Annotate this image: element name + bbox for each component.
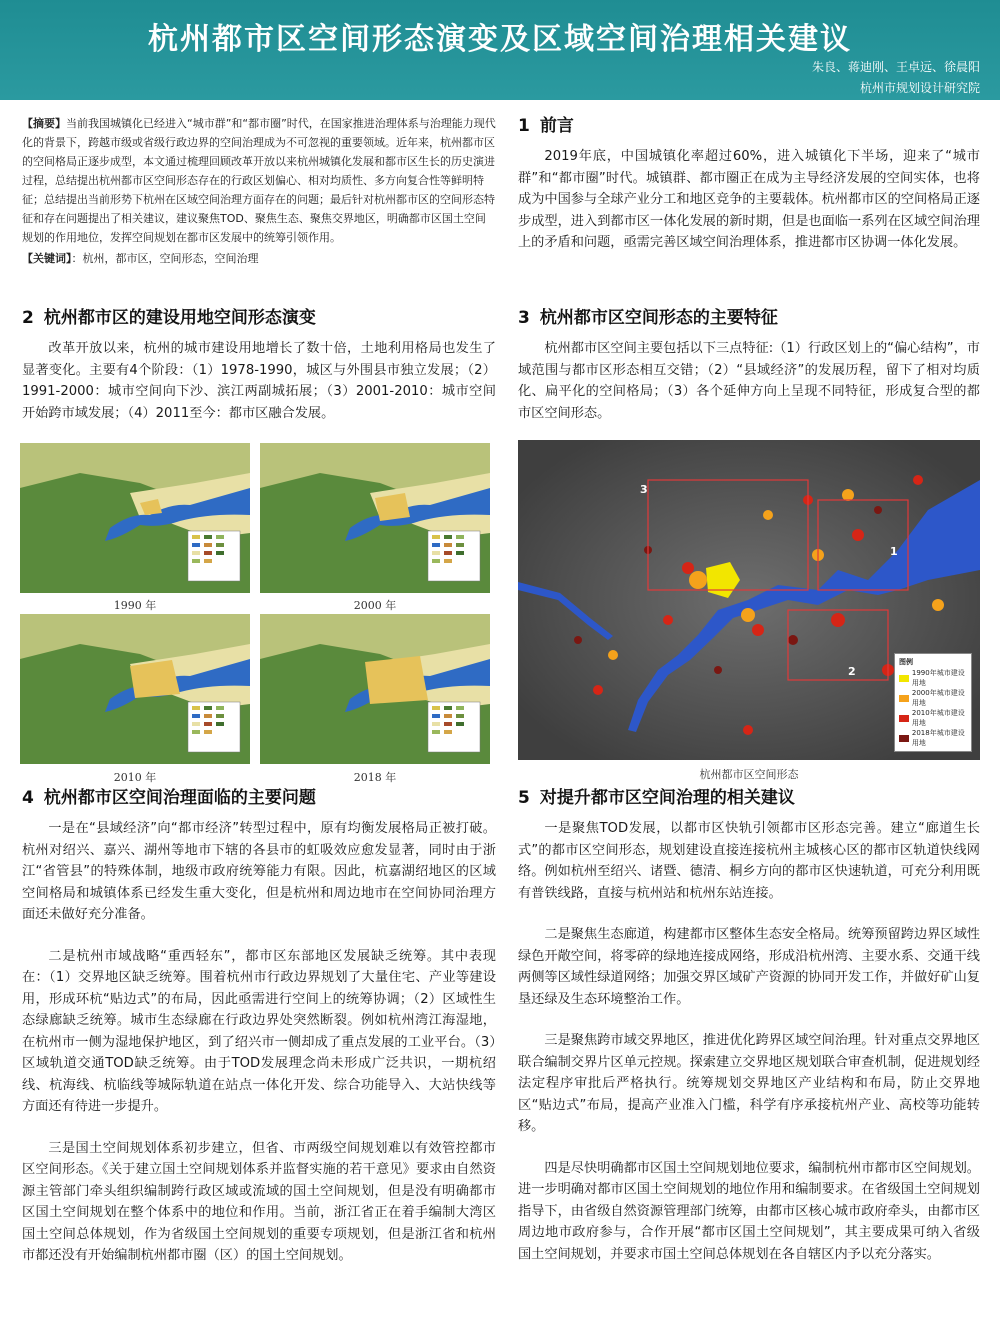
section-5-paragraph-4: 四是尽快明确都市区国土空间规划地位要求，编制杭州市都市区空间规划。进一步明确对都市区国土空间规划的地位作用和编制要求。在省级国土空间规划指导下，由省级自然资源管理部门统筹，由都市区核心城市政府牵头，由都市区周边地市政府参与，合作开展“都市区国土空间规划”，其主要成果可纳入省级国土空间规划，并要求市国土空间总体规划在各自辖区内予以充分落实。 (518, 1160, 980, 1262)
section-2-paragraph: 改革开放以来，杭州的城市建设用地增长了数十倍，土地利用格局也发生了显著变化。主要有4个阶段：（1）1978-1990，城区与外围县市独立发展；（2）1991-2000：城市空间向下沙、滨江两副城拓展；（3）2001-2010：城市空间开始跨市域发展；（4）2011至今：都市区融合发展。 (22, 341, 496, 421)
section-4-paragraph-3: 三是国土空间规划体系初步建立，但省、市两级空间规划难以有效管控都市区空间形态。《关于建立国土空间规划体系并监督实施的若干意见》要求由自然资源主管部门牵头组织编制跨行政区域或流域的国土空间规划，但是没有明确都市区国土空间规划在整个体系中的地位和作用。当前，浙江省正在着手编制大湾区国土空间总体规划，作为省级国土空间规划的重要专项规划，但是浙江省和杭州市都还没有开始编制杭州都市圈（区）的国土空间规划。 (22, 1140, 496, 1263)
map-caption-2018: 2018 年 (353, 771, 397, 784)
section-5-title: 5 对提升都市区空间治理的相关建议 (518, 788, 795, 808)
section-1-paragraph: 2019年底，中国城镇化率超过60%，进入城镇化下半场，迎来了“城市群”和“都市圈”时代。城镇群、都市圈正在成为主导经济发展的空间实体，也将成为中国参与全球产业分工和地区竞争的主要载体。杭州都市区的空间格局正逐步成型，进入到都市区一体化发展的新时期，但是也面临一系列在区域空间治理上的矛盾和问题，亟需完善区域空间治理体系，推进都市区协调一体化发展。 (518, 149, 980, 250)
legend-swatch-2018 (899, 735, 909, 742)
legend-title: 图例 (899, 658, 913, 666)
abstract-text: 当前我国城镇化已经进入“城市群”和“都市圈”时代，在国家推进治理体系与治理能力现代化的背景下，跨越市级或省级行政边界的空间治理成为不可忽视的重要领域。近年来，杭州都市区的空间格局正逐步成型，本文通过梳理回顾改革开放以来杭州城镇化发展和都市区生长的历史演进过程，总结提出杭州都市区空间形态存在的行政区划偏心、相对均质性、多方向复合性等鲜明特征；总结提出当前形势下杭州在区域空间治理方面存在的问题；最后针对杭州都市区的空间形态特征和存在问题提出了相关建议，建议聚焦TOD、聚焦生态、聚焦交界地区，明确都市区国土空间规划的作用地位，发挥空间规划在都市区发展中的统筹引领作用。 (22, 117, 496, 244)
map-caption-1990: 1990 年 (113, 599, 157, 612)
section-3-title: 3 杭州都市区空间形态的主要特征 (518, 308, 778, 328)
section-3 (518, 306, 980, 424)
map-legend (894, 653, 972, 752)
organization: 杭州市规划设计研究院 (859, 81, 980, 95)
map-2000 (260, 443, 490, 593)
authors: 朱良、蒋迪刚、王卓远、徐晨阳 (811, 60, 980, 74)
section-1-title: 1 前言 (518, 116, 574, 136)
metro-map-caption: 杭州都市区空间形态 (699, 768, 799, 781)
section-5-paragraph-1: 一是聚焦TOD发展，以都市区快轨引领都市区形态完善。建立“廊道生长式”的都市区空间形态，规划建设直接连接杭州主城核心区的都市区轨道快线网络。例如杭州至绍兴、诸暨、德清、桐乡方向的都市区快速轨道，可充分利用既有普铁线路，直接与杭州站和杭州东站连接。 (518, 821, 980, 901)
map-2010 (20, 614, 250, 764)
map-region-label: 1 (890, 545, 898, 558)
map-region-label: 3 (640, 483, 648, 496)
keywords-label: 【关键词】 (22, 252, 72, 265)
abstract-label: 【摘要】 (22, 117, 66, 130)
legend-swatch-1990 (899, 675, 909, 682)
legend-item: 2000年城市建设用地 (899, 688, 967, 708)
legend-swatch-2000 (899, 695, 909, 702)
map-caption-2000: 2000 年 (353, 599, 397, 612)
section-4-paragraph-2: 二是杭州市域战略“重西轻东”，都市区东部地区发展缺乏统筹。其中表现在：（1）交界地区缺乏统筹。围着杭州市行政边界规划了大量住宅、产业等建设用，形成环杭“贴边式”的布局，因此亟需进行空间上的统筹协调；（2）区域性生态绿廊缺乏统筹。城市生态绿廊在行政边界处突然断裂。例如杭州湾江海湿地，在杭州市一侧为湿地保护地区，到了绍兴市一侧却成了重点发展的工业平台。（3）区域轨道交通TOD缺乏统筹。由于TOD发展理念尚未形成广泛共识，一期杭绍线、杭海线、杭临线等城际轨道在站点一体化开发、综合功能导入、大站快线等方面还有待进一步提升。 (22, 948, 496, 1114)
section-5-paragraph-3: 三是聚焦跨市域交界地区，推进优化跨界区域空间治理。针对重点交界地区联合编制交界片区单元控规。探索建立交界地区规划联合审查机制，促进规划经法定程序审批后严格执行。统筹规划交界地区产业结构和布局，防止交界地区“贴边式”布局，提高产业准入门槛，科学有序承接杭州产业、高校等功能转移。 (518, 1033, 980, 1134)
section-3-paragraph: 杭州都市区空间主要包括以下三点特征:（1）行政区划上的“偏心结构”，市域范围与都市区形态相互交错；（2）“县域经济”的发展历程，留下了相对均质化、扁平化的空间格局；（3）各个延伸方向上呈现不同特征，形成复合型的都市区空间形态。 (518, 341, 980, 421)
abstract (22, 114, 496, 268)
map-region-label: 2 (848, 665, 856, 678)
section-4 (22, 786, 496, 1267)
map-caption-2010: 2010 年 (113, 771, 157, 784)
legend-item: 2018年城市建设用地 (899, 728, 967, 748)
section-5 (518, 786, 980, 1265)
legend-swatch-2010 (899, 715, 909, 722)
keywords (22, 249, 496, 268)
page-title: 杭州都市区空间形态演变及区域空间治理相关建议 (148, 22, 852, 57)
section-4-paragraph-1: 一是在“县域经济”向“都市经济”转型过程中，原有均衡发展格局正被打破。杭州对绍兴、嘉兴、湖州等地市下辖的各县市的虹吸效应愈发显著，同时由于浙江“省管县”的特殊体制，地级市政府统筹能力有限。因此，杭嘉湖绍地区的区域空间格局和城镇体系已经发生重大变化，但是杭州和周边地市在空间协同治理方面还未做好充分准备。 (22, 821, 496, 922)
keywords-text: ：杭州，都市区，空间形态，空间治理 (71, 252, 259, 265)
section-2 (22, 306, 496, 424)
legend-item: 2010年城市建设用地 (899, 708, 967, 728)
metro-area-map (518, 440, 980, 760)
section-1 (518, 114, 980, 254)
section-5-paragraph-2: 二是聚焦生态廊道，构建都市区整体生态安全格局。统筹预留跨边界区域性绿色开敞空间，将零碎的绿地连接成网络，形成沿杭州湾、主要水系、交通干线两侧等区域性绿道网络；加强交界区域矿产资源的协同开发工作，并做好矿山复垦还绿及生态环境整治工作。 (518, 927, 980, 1007)
map-2018 (260, 614, 490, 764)
header-banner (0, 0, 1000, 100)
map-1990 (20, 443, 250, 593)
legend-item: 1990年城市建设用地 (899, 668, 967, 688)
section-2-title: 2 杭州都市区的建设用地空间形态演变 (22, 308, 316, 328)
section-4-title: 4 杭州都市区空间治理面临的主要问题 (22, 788, 316, 808)
